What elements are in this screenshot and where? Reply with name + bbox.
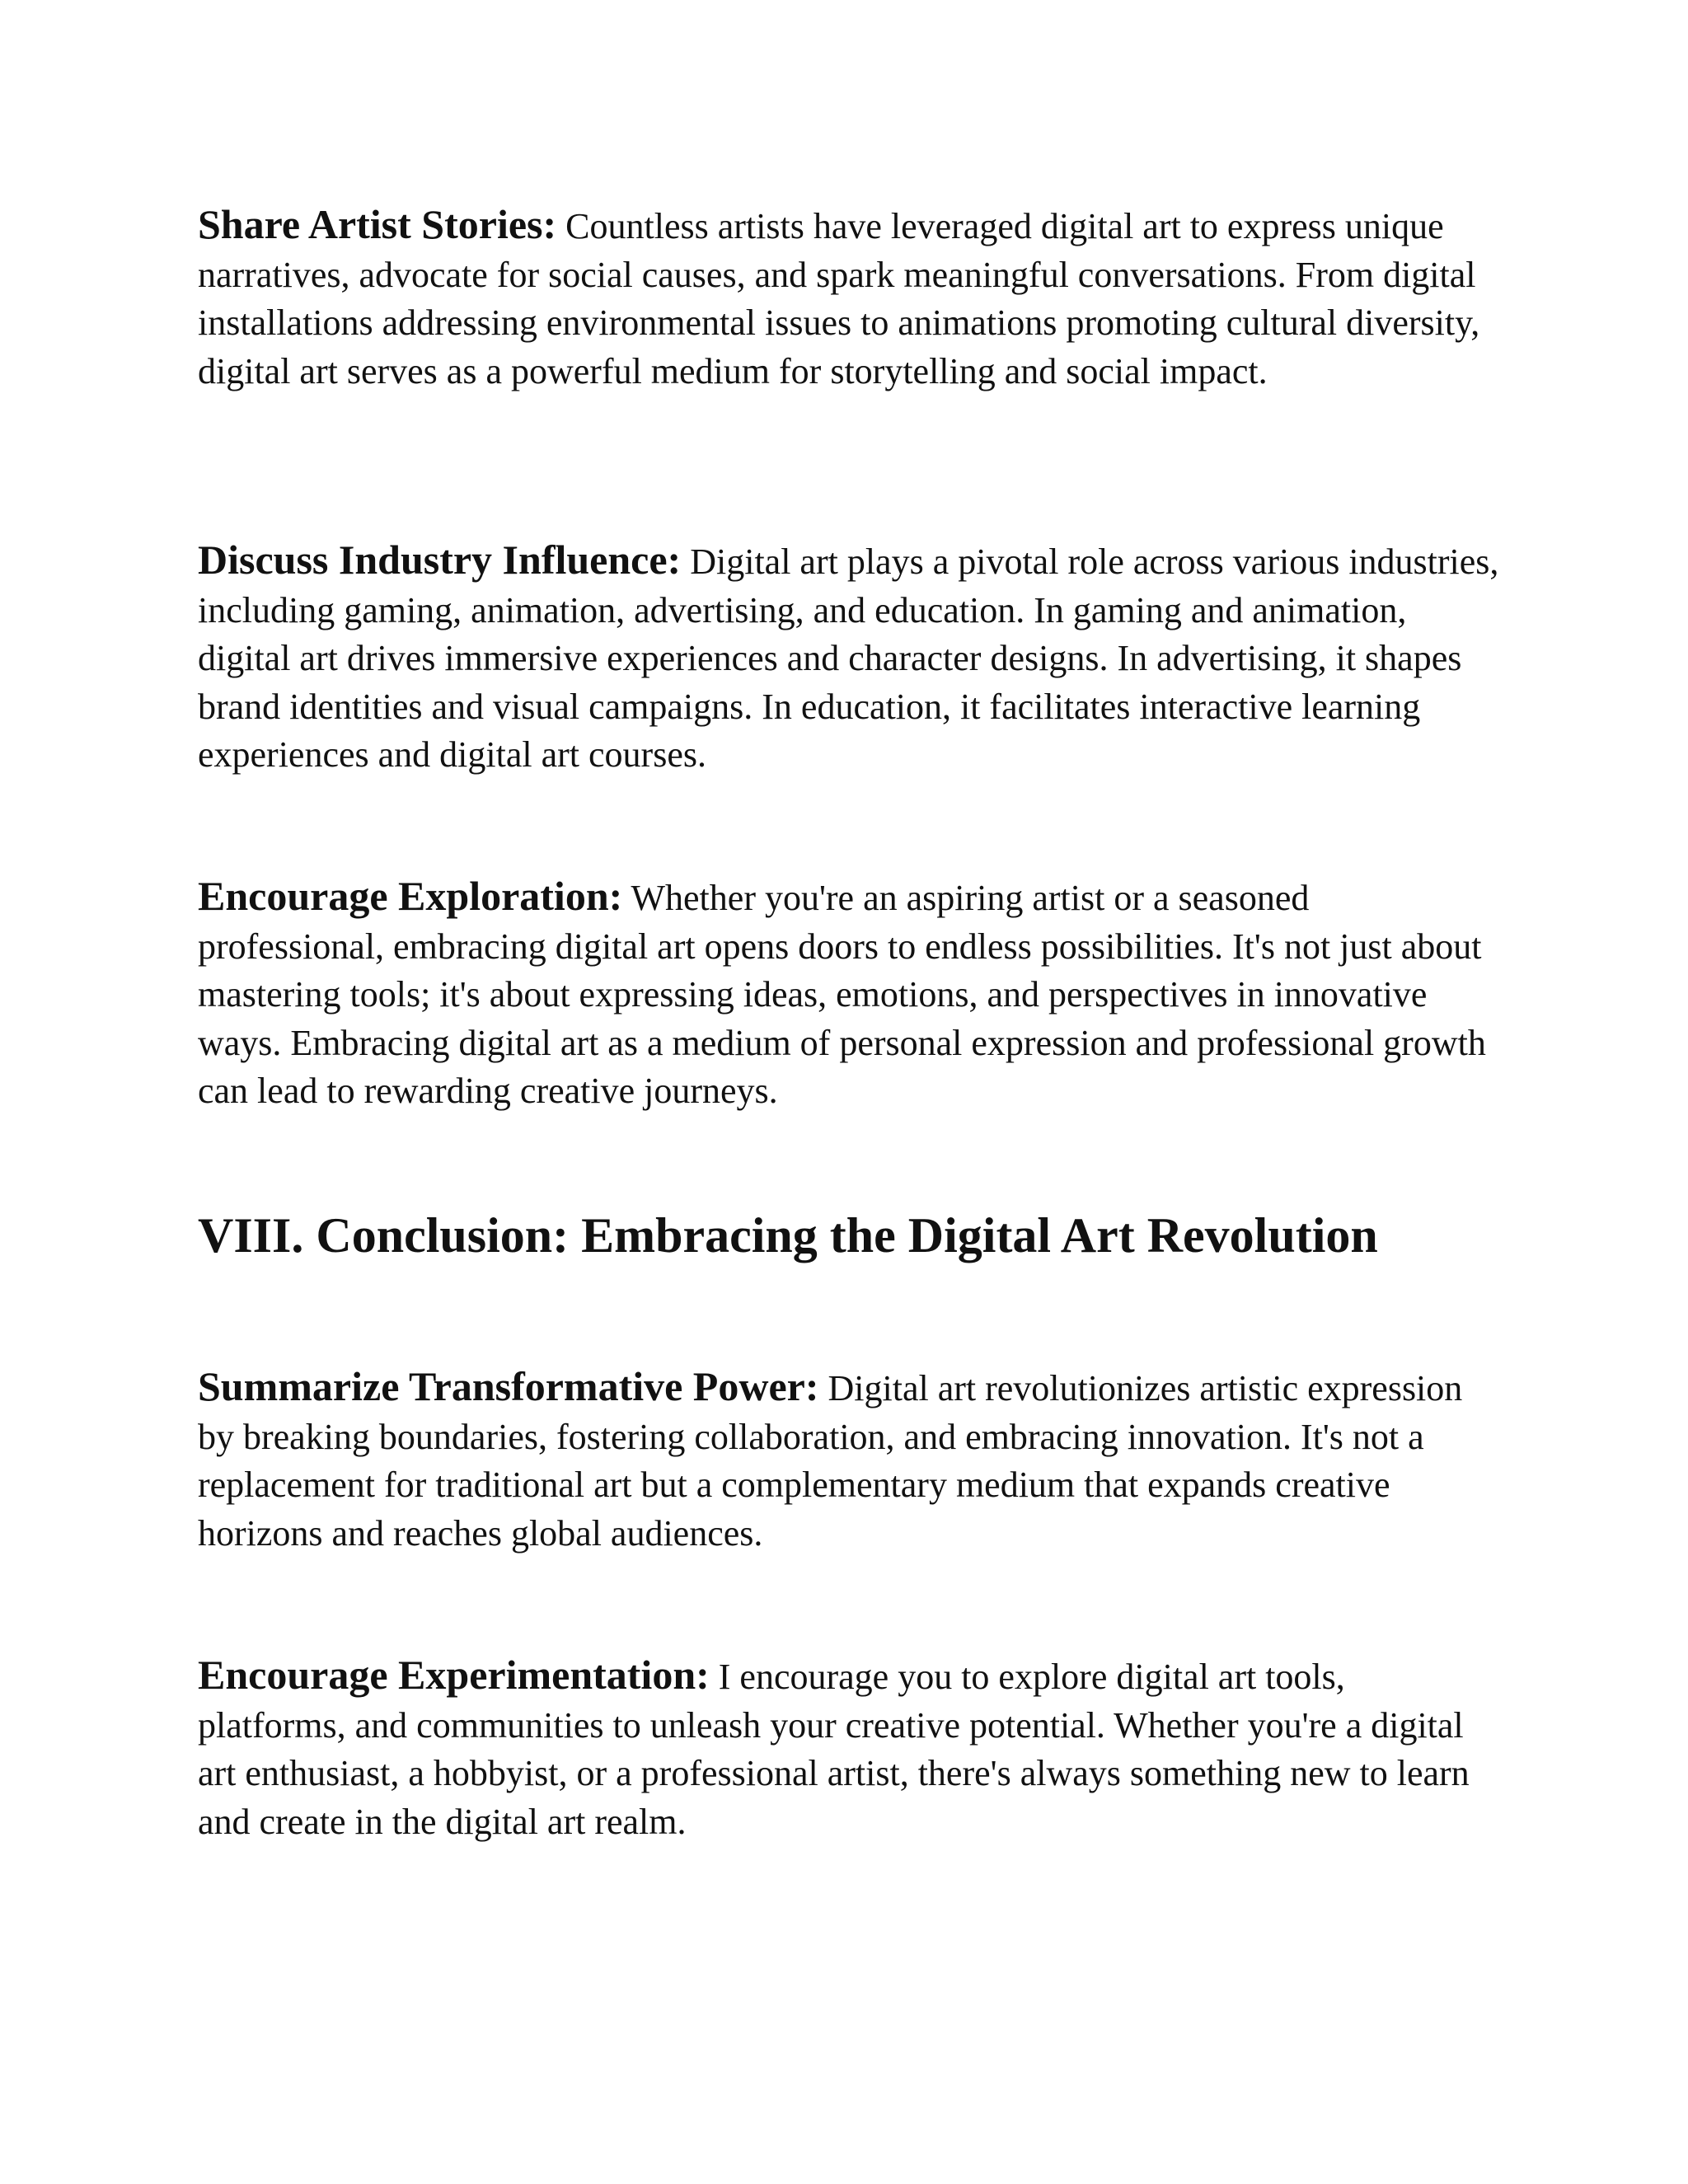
paragraph-lead: Discuss Industry Influence: — [198, 537, 682, 583]
paragraph-share-artist-stories — [198, 200, 1500, 396]
paragraph-encourage-exploration — [198, 872, 1500, 1116]
paragraph-lead: Encourage Experimentation: — [198, 1652, 710, 1698]
paragraph-lead: Share Artist Stories: — [198, 201, 557, 247]
paragraph-lead: Summarize Transformative Power: — [198, 1363, 819, 1409]
paragraph-discuss-industry-influence — [198, 536, 1500, 780]
paragraph-body: Whether you're an aspiring artist or a seasoned professional, embracing digital art opens doors to endless possibilities. It's not just about mastering tools; it's about expressing ideas, emotions, and perspectives in innovative ways. Embracing digital art as a medium of personal expression and professional growth can lead to rewarding creative journeys. — [198, 878, 1486, 1111]
paragraph-encourage-experimentation — [198, 1651, 1500, 1846]
paragraph-body: I encourage you to explore digital art tools, platforms, and communities to unleash your creative potential. Whether you're a digital art enthusiast, a hobbyist, or a professional artist, there's always something new to learn and create in the digital art realm. — [198, 1657, 1470, 1842]
paragraph-body: Digital art plays a pivotal role across various industries, including gaming, animation, advertising, and education. In gaming and animation, digital art drives immersive experiences and character designs. In advertising, it shapes brand identities and visual campaigns. In education, it facilitates interactive learning experiences and digital art courses. — [198, 541, 1499, 775]
paragraph-summarize-transformative-power — [198, 1362, 1500, 1558]
paragraph-body: Countless artists have leveraged digital art to express unique narratives, advocate for social causes, and spark meaningful conversations. From digital installations addressing environmental issues to animations promoting cultural diversity, digital art serves as a powerful medium for storytelling and social impact. — [198, 206, 1480, 391]
paragraph-lead: Encourage Exploration: — [198, 873, 623, 919]
paragraph-body: Digital art revolutionizes artistic expression by breaking boundaries, fostering collaboration, and embracing innovation. It's not a replacement for traditional art but a complementary medium that expands creative horizons and reaches global audiences. — [198, 1368, 1463, 1554]
section-heading-conclusion: VIII. Conclusion: Embracing the Digital Art Revolution — [198, 1208, 1378, 1263]
